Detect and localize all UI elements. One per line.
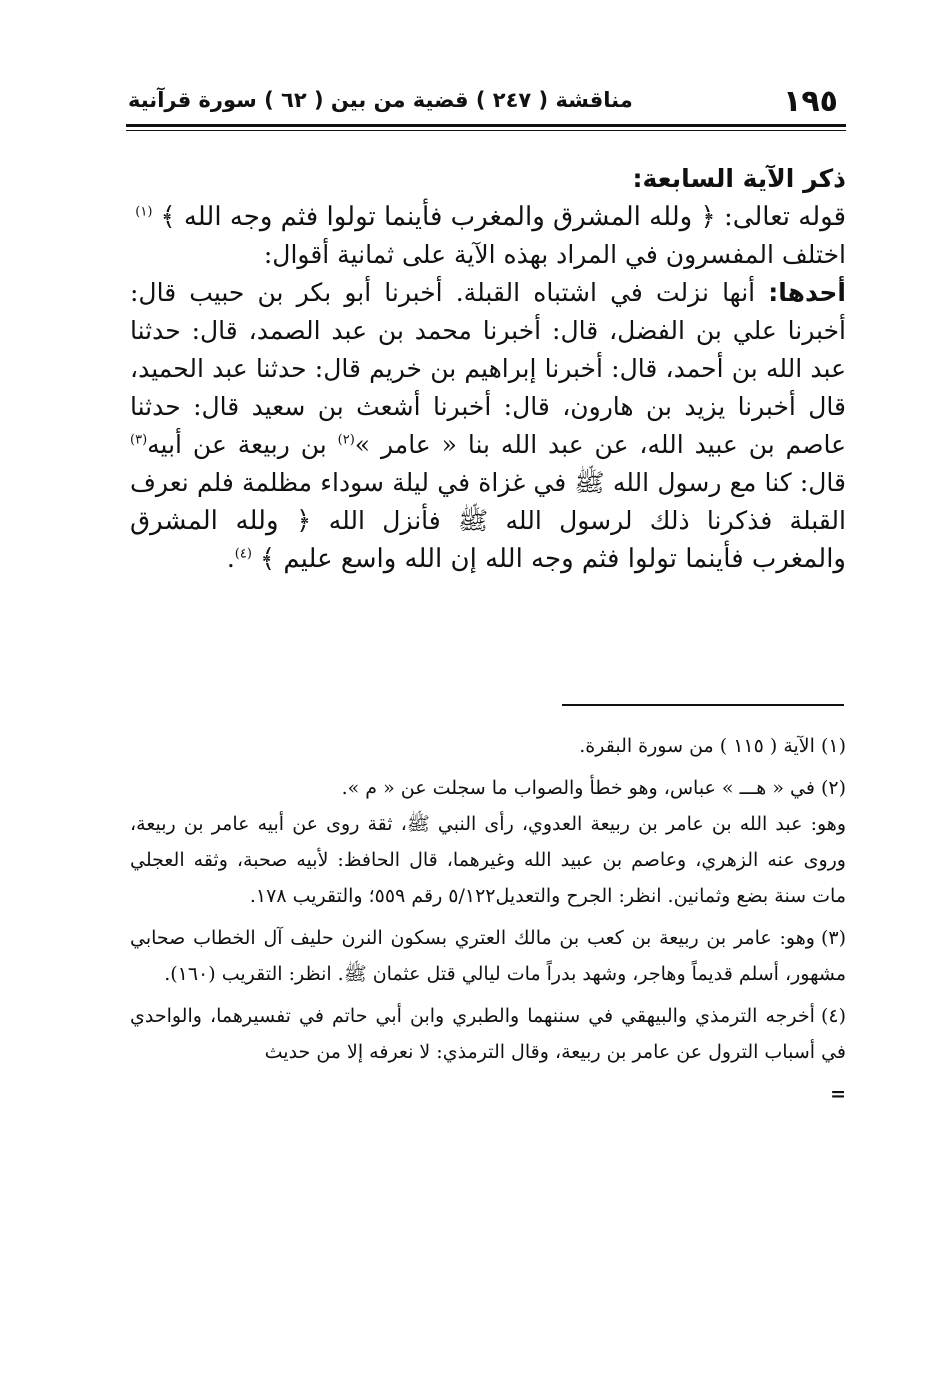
footnote-separator bbox=[562, 704, 844, 706]
header-rule-thick bbox=[126, 124, 846, 127]
section-heading: ذكر الآية السابعة: bbox=[632, 164, 846, 193]
narration-text-3: قال: كنا مع رسول الله ﷺ في غزاة في ليلة سوداء مظلمة فلم نعرف القبلة فذكرنا ذلك لرسول الله ﷺ فأنزل الله bbox=[130, 468, 846, 535]
closing-period: . bbox=[226, 544, 235, 573]
footnote-number: (٤) bbox=[820, 1005, 846, 1027]
footnote-number: (١) bbox=[820, 735, 846, 757]
header-rule-thin bbox=[126, 130, 846, 131]
footnote-4 bbox=[130, 998, 846, 1070]
footnote-ref-3: (٣) bbox=[130, 432, 148, 448]
footnote-2 bbox=[130, 770, 846, 806]
narration-text-2: بن ربيعة عن أبيه bbox=[147, 430, 327, 459]
footnote-ref-1: (١) bbox=[135, 204, 153, 220]
main-text bbox=[130, 160, 846, 578]
running-title: مناقشة ( ٢٤٧ ) قضية من بين ( ٦٢ ) سورة قرآنية bbox=[128, 88, 633, 112]
first-opinion-paragraph bbox=[130, 274, 846, 578]
footnote-ref-4: (٤) bbox=[234, 546, 252, 562]
footnote-number: (٣) bbox=[820, 927, 846, 949]
footnote-text: وهو: عامر بن ربيعة بن كعب بن مالك العتري بسكون النرن حليف آل الخطاب صحابي مشهور، أسلم قديماً وهاجر، وشهد بدراً مات ليالي قتل عثمان ﷺ. انظر: التقريب (١٦٠). bbox=[130, 927, 846, 985]
footnote-text: أخرجه الترمذي والبيهقي في سننهما والطبري وابن أبي حاتم في تفسيرهما، والواحدي في أسباب الترول عن عامر بن ربيعة، وقال الترمذي: لا نعرفه إلا من حديث bbox=[130, 1005, 846, 1063]
continued-mark: = bbox=[830, 1083, 846, 1105]
footnotes bbox=[130, 728, 846, 1118]
narration-text: أنها نزلت في اشتباه القبلة. أخبرنا أبو بكر بن حبيب قال: أخبرنا علي بن الفضل، قال: أخبرنا محمد بن عبد الصمد، قال: حدثنا عبد الله بن أحمد، قال: أخبرنا إبراهيم بن خريم قال: حدثنا عبد الحميد، قال أخبرنا يزيد بن هارون، قال: أخبرنا أشعث بن سعيد قال: حدثنا عاصم بن عبيد الله، عن عبد الله بنا « عامر » bbox=[130, 278, 847, 459]
quoted-verse: ﴿ ولله المشرق والمغرب فأينما تولوا فثم وجه الله إن الله واسع عليم ﴾ bbox=[130, 506, 846, 574]
footnote-2-continuation: وهو: عبد الله بن عامر بن ربيعة العدوي، رأى النبي ﷺ، ثقة روى عن أبيه عامر بن ربيعة، وروى عنه الزهري، وعاصم بن عبيد الله وغيرهما، قال الحافظ: لأبيه صحبة، وثقه العجلي مات سنة بضع وثمانين. انظر: الجرح والتعديل٥/١٢٢ رقم ٥٥٩؛ والتقريب ١٧٨. bbox=[130, 813, 846, 907]
page-header bbox=[128, 80, 844, 128]
first-opinion-label: أحدها: bbox=[768, 278, 846, 307]
footnote-text: في « هـــ » عباس، وهو خطأ والصواب ما سجلت عن « م ». bbox=[341, 777, 815, 799]
verse-text: قوله تعالى: ﴿ ولله المشرق والمغرب فأينما تولوا فثم وجه الله ﴾ bbox=[160, 202, 846, 232]
verse-line bbox=[130, 198, 846, 236]
footnote-3 bbox=[130, 920, 846, 992]
footnote-1 bbox=[130, 728, 846, 764]
footnote-text: الآية ( ١١٥ ) من سورة البقرة. bbox=[579, 735, 815, 757]
footnote-number: (٢) bbox=[820, 777, 846, 799]
page-number: ١٩٥ bbox=[783, 84, 838, 119]
intro-paragraph: اختلف المفسرون في المراد بهذه الآية على ثمانية أقوال: bbox=[263, 240, 846, 269]
footnote-ref-2: (٢) bbox=[337, 432, 355, 448]
